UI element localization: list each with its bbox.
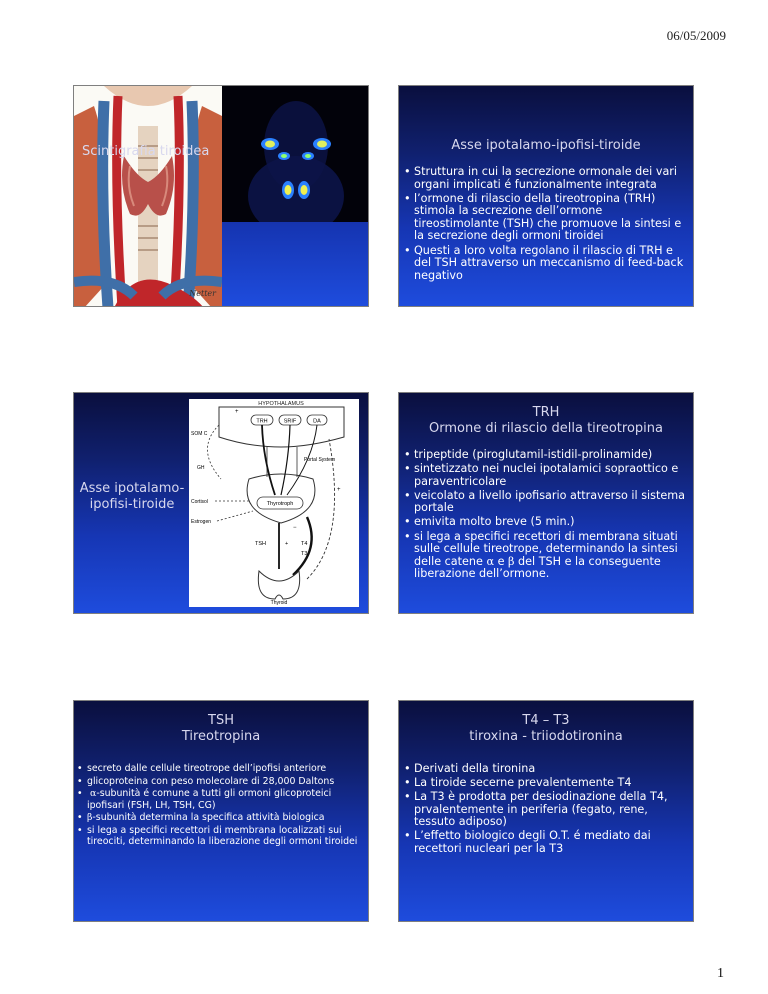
label-gh: GH	[197, 465, 205, 471]
artist-signature: Netter	[189, 289, 216, 298]
page-number: 1	[717, 966, 724, 981]
label-cortisol: Cortisol	[191, 499, 208, 505]
bullet-item: • veicolato a livello ipofisario attraverso il sistema portale	[403, 490, 685, 515]
label-t3: T3	[301, 551, 308, 557]
bullet-list	[403, 763, 685, 856]
bullet-item: • β-subunità determina la specifica attività biologica	[76, 812, 362, 823]
label-minus: −	[293, 525, 297, 531]
slide-subtitle: Ormone di rilascio della tireotropina	[429, 421, 663, 436]
thyroid-scintigraphy-image	[222, 86, 369, 222]
thyroid-anatomy-illustration	[74, 86, 222, 307]
label-trh: TRH	[256, 418, 268, 425]
slide-title: TSH	[208, 713, 234, 728]
slide-title: T4 – T3	[522, 713, 570, 728]
label-hypothalamus: HYPOTHALAMUS	[258, 401, 304, 407]
label-tsh: TSH	[255, 541, 266, 547]
bullet-list	[403, 449, 685, 581]
slide-title: Scintigrafia tiroidea	[82, 144, 210, 159]
bullet-item: • tripeptide (piroglutamil-istidil-prolinamide)	[403, 449, 685, 462]
slide-scintigrafia	[73, 85, 369, 307]
label-somc: SOM C	[191, 431, 208, 437]
label-thyrotroph: Thyrotroph	[266, 501, 294, 507]
bullet-item: • sintetizzato nei nuclei ipotalamici sopraottico e paraventricolare	[403, 463, 685, 488]
bullet-item: • Struttura in cui la secrezione ormonale dei vari organi implicati é funzionalmente integrata	[403, 166, 685, 191]
label-estrogen: Estrogen	[191, 519, 212, 525]
label-t4: T4	[301, 541, 308, 547]
slide-title: TRH	[532, 405, 560, 420]
slide-asse-diagram	[73, 392, 369, 614]
slide-subtitle: tiroxina - triiodotironina	[469, 729, 623, 744]
label-plus: +	[285, 541, 289, 547]
label-da: DA	[313, 418, 321, 425]
bullet-item: • glicoproteina con peso molecolare di 28,000 Daltons	[76, 776, 362, 787]
label-plus: +	[337, 487, 341, 493]
bullet-item: • Questi a loro volta regolano il rilascio di TRH e del TSH attraverso un meccanismo di feed-back negativo	[403, 245, 685, 283]
hypothalamic-pituitary-thyroid-diagram	[189, 399, 359, 607]
bullet-item: • emivita molto breve (5 min.)	[403, 516, 685, 529]
bullet-item: • L’effetto biologico degli O.T. é mediato dai recettori nucleari per la T3	[403, 830, 685, 855]
slide-t4-t3	[398, 700, 694, 922]
bullet-item: • si lega a specifici recettori di membrana situati sulle cellule tireotrope, determinando la sintesi delle catene α e β del TSH e la conseguente liberazione dell’ormone.	[403, 531, 685, 581]
slide-asse-text	[398, 85, 694, 307]
label-portal: Portal System	[304, 457, 336, 463]
bullet-list	[403, 166, 685, 282]
slide-title: Asse ipotalamo-ipofisi-tiroide	[79, 481, 185, 512]
slide-tsh	[73, 700, 369, 922]
label-srif: SRIF	[283, 418, 297, 425]
label-plus: +	[235, 409, 239, 415]
bullet-item: • α-subunità é comune a tutti gli ormoni glicoproteici ipofisari (FSH, LH, TSH, CG)	[76, 788, 362, 810]
bullet-item: • La T3 è prodotta per desiodinazione della T4, prvalentemente in periferia (fegato, rene, tessuto adiposo)	[403, 791, 685, 829]
bullet-item: • Derivati della tironina	[403, 763, 685, 776]
label-thyroid: Thyroid	[270, 600, 288, 606]
bullet-item: • La tiroide secerne prevalentemente T4	[403, 777, 685, 790]
bullet-item: • si lega a specifici recettori di membrana localizzati sui tireociti, determinando la liberazione degli ormoni tiroidei	[76, 825, 362, 847]
bullet-item: • secreto dalle cellule tireotrope dell’ipofisi anteriore	[76, 763, 362, 774]
page-date: 06/05/2009	[666, 28, 726, 43]
slide-trh	[398, 392, 694, 614]
slide-subtitle: Tireotropina	[181, 729, 261, 744]
slide-title: Asse ipotalamo-ipofisi-tiroide	[451, 138, 641, 153]
bullet-list	[76, 763, 362, 847]
bullet-item: • l’ormone di rilascio della tireotropina (TRH) stimola la secrezione dell’ormone tireostimolante (TSH) che promuove la sintesi e la secrezione degli ormoni tiroidei	[403, 193, 685, 243]
